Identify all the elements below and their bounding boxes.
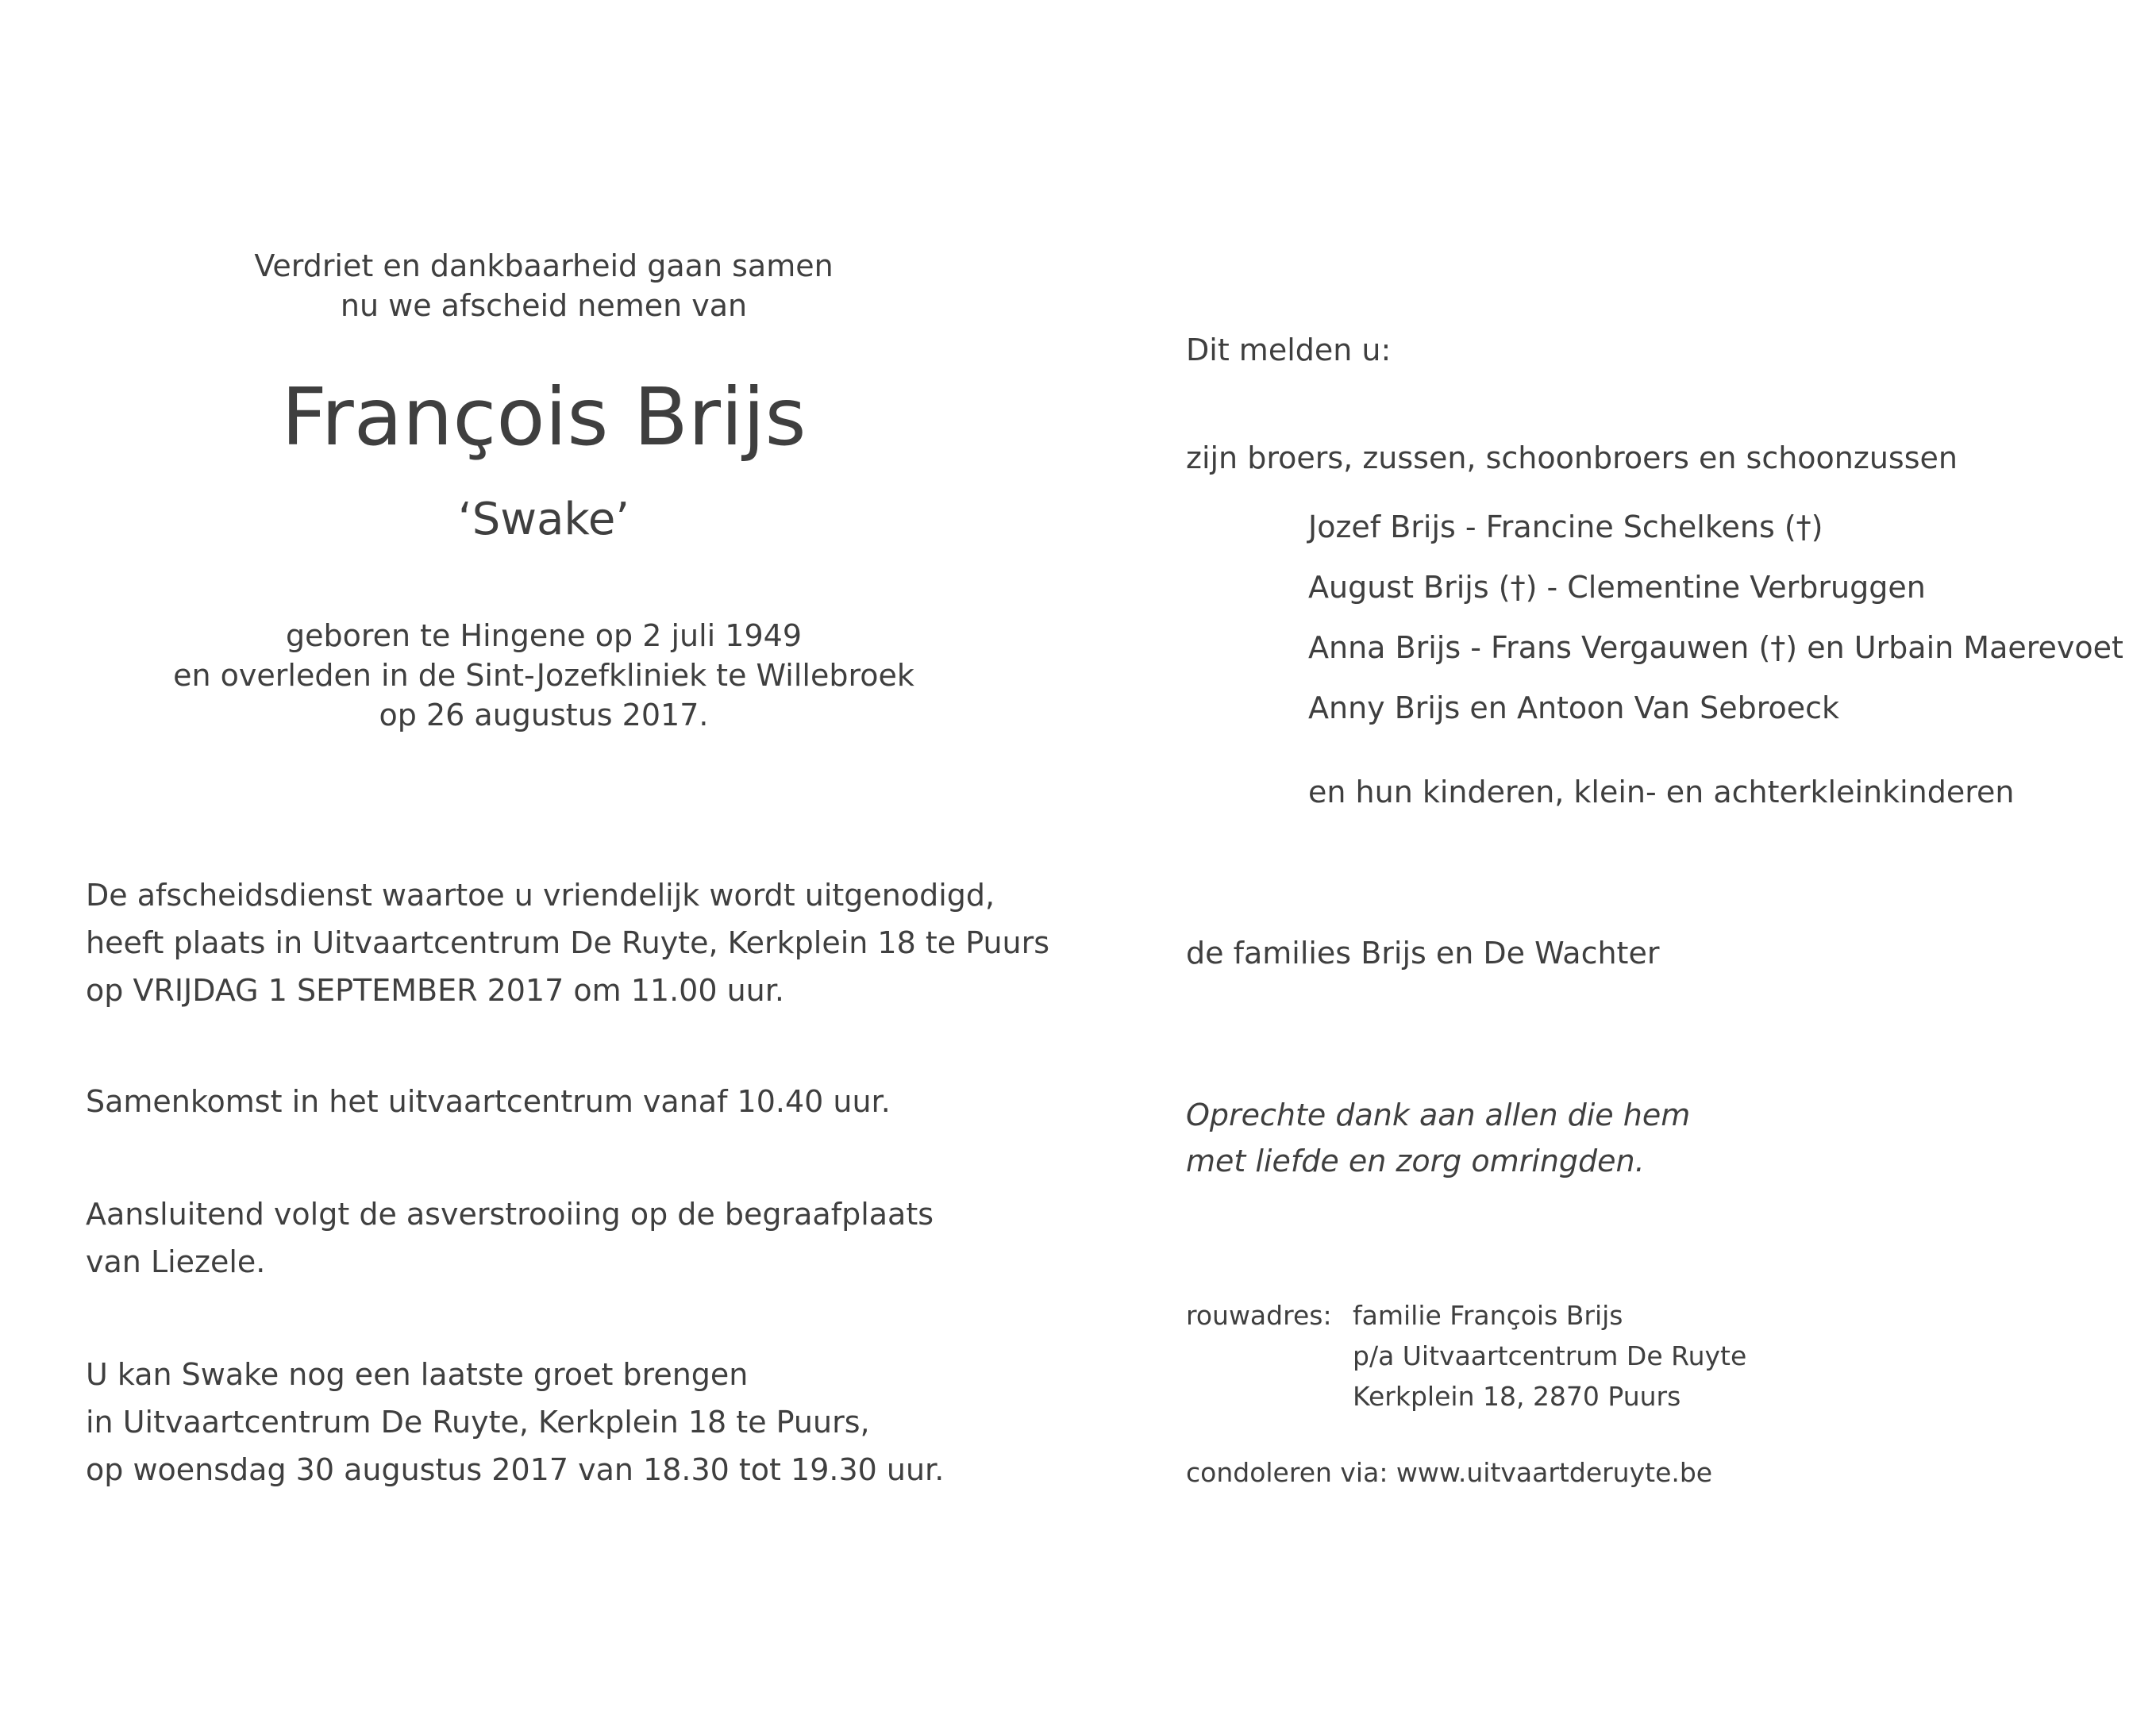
families-line: [1186, 933, 1659, 973]
siblings-heading-text: zijn broers, zussen, schoonbroers en schoonzussen: [1186, 440, 1958, 475]
address-line-2: p/a Uitvaartcentrum De Ruyte: [1353, 1340, 1747, 1371]
birth-death-info: [87, 616, 1000, 735]
visitation-info: [86, 1351, 944, 1494]
sibling-item: August Brijs (†) - Clementine Verbruggen: [1308, 570, 1926, 605]
service-line-1: De afscheidsdienst waartoe u vriendelijk wordt uitgenodigd,: [86, 878, 995, 913]
visit-line-1: U kan Swake nog een laatste groet brengen: [86, 1357, 749, 1392]
birth-line-3: op 26 augustus 2017.: [379, 698, 709, 732]
service-line-3: op VRIJDAG 1 SEPTEMBER 2017 om 11.00 uur.: [86, 973, 784, 1008]
visit-line-3: op woensdag 30 augustus 2017 van 18.30 tot 19.30 uur.: [86, 1452, 945, 1487]
gathering-line: Samenkomst in het uitvaartcentrum vanaf 10.40 uur.: [86, 1084, 891, 1119]
ashes-line-2: van Liezele.: [86, 1244, 266, 1279]
ashes-scattering-info: [86, 1190, 934, 1286]
address-line-1: familie François Brijs: [1353, 1300, 1623, 1331]
deceased-nickname: ‘Swake’: [457, 494, 630, 545]
siblings-list: [1308, 497, 2123, 738]
intro-line-1: Verdriet en dankbaarheid gaan samen: [254, 248, 834, 283]
birth-line-1: geboren te Hingene op 2 juli 1949: [285, 618, 803, 653]
descendants-text: en hun kinderen, klein- en achterkleinkinderen: [1308, 775, 2015, 809]
ashes-line-1: Aansluitend volgt de asverstrooiing op de begraafplaats: [86, 1197, 934, 1232]
intro-line-2: nu we afscheid nemen van: [340, 288, 748, 323]
service-line-2: heeft plaats in Uitvaartcentrum De Ruyte, Kerkplein 18 te Puurs: [86, 925, 1050, 960]
address-line-3: Kerkplein 18, 2870 Puurs: [1353, 1381, 1681, 1412]
address-lines: [1353, 1295, 1746, 1417]
siblings-heading: [1186, 438, 1958, 478]
condolences-link[interactable]: condoleren via: www.uitvaartderuyte.be: [1186, 1457, 1713, 1488]
sibling-item: Anny Brijs en Antoon Van Sebroeck: [1308, 690, 1840, 725]
thanks-line-1: Oprechte dank aan allen die hem: [1186, 1098, 1691, 1132]
address-label: rouwadres:: [1186, 1300, 1332, 1331]
gathering-info: [86, 1078, 891, 1125]
descendants-line: [1308, 772, 2015, 812]
families-text: de families Brijs en De Wachter: [1186, 936, 1660, 971]
intro-text: [87, 246, 1000, 325]
sibling-item: Jozef Brijs - Francine Schelkens (†): [1308, 509, 1823, 544]
announcement-heading: [1186, 330, 1391, 370]
sibling-item: Anna Brijs - Frans Vergauwen (†) en Urbain Maerevoet: [1308, 630, 2123, 665]
thanks-message: [1186, 1092, 1690, 1184]
announcement-text: Dit melden u:: [1186, 333, 1392, 367]
thanks-line-2: met liefde en zorg omringden.: [1186, 1144, 1645, 1178]
service-announcement: [86, 871, 1049, 1014]
visit-line-2: in Uitvaartcentrum De Ruyte, Kerkplein 18 te Puurs,: [86, 1405, 870, 1440]
birth-line-2: en overleden in de Sint-Jozefkliniek te Willebroek: [173, 658, 914, 693]
deceased-name: François Brijs: [281, 371, 807, 463]
